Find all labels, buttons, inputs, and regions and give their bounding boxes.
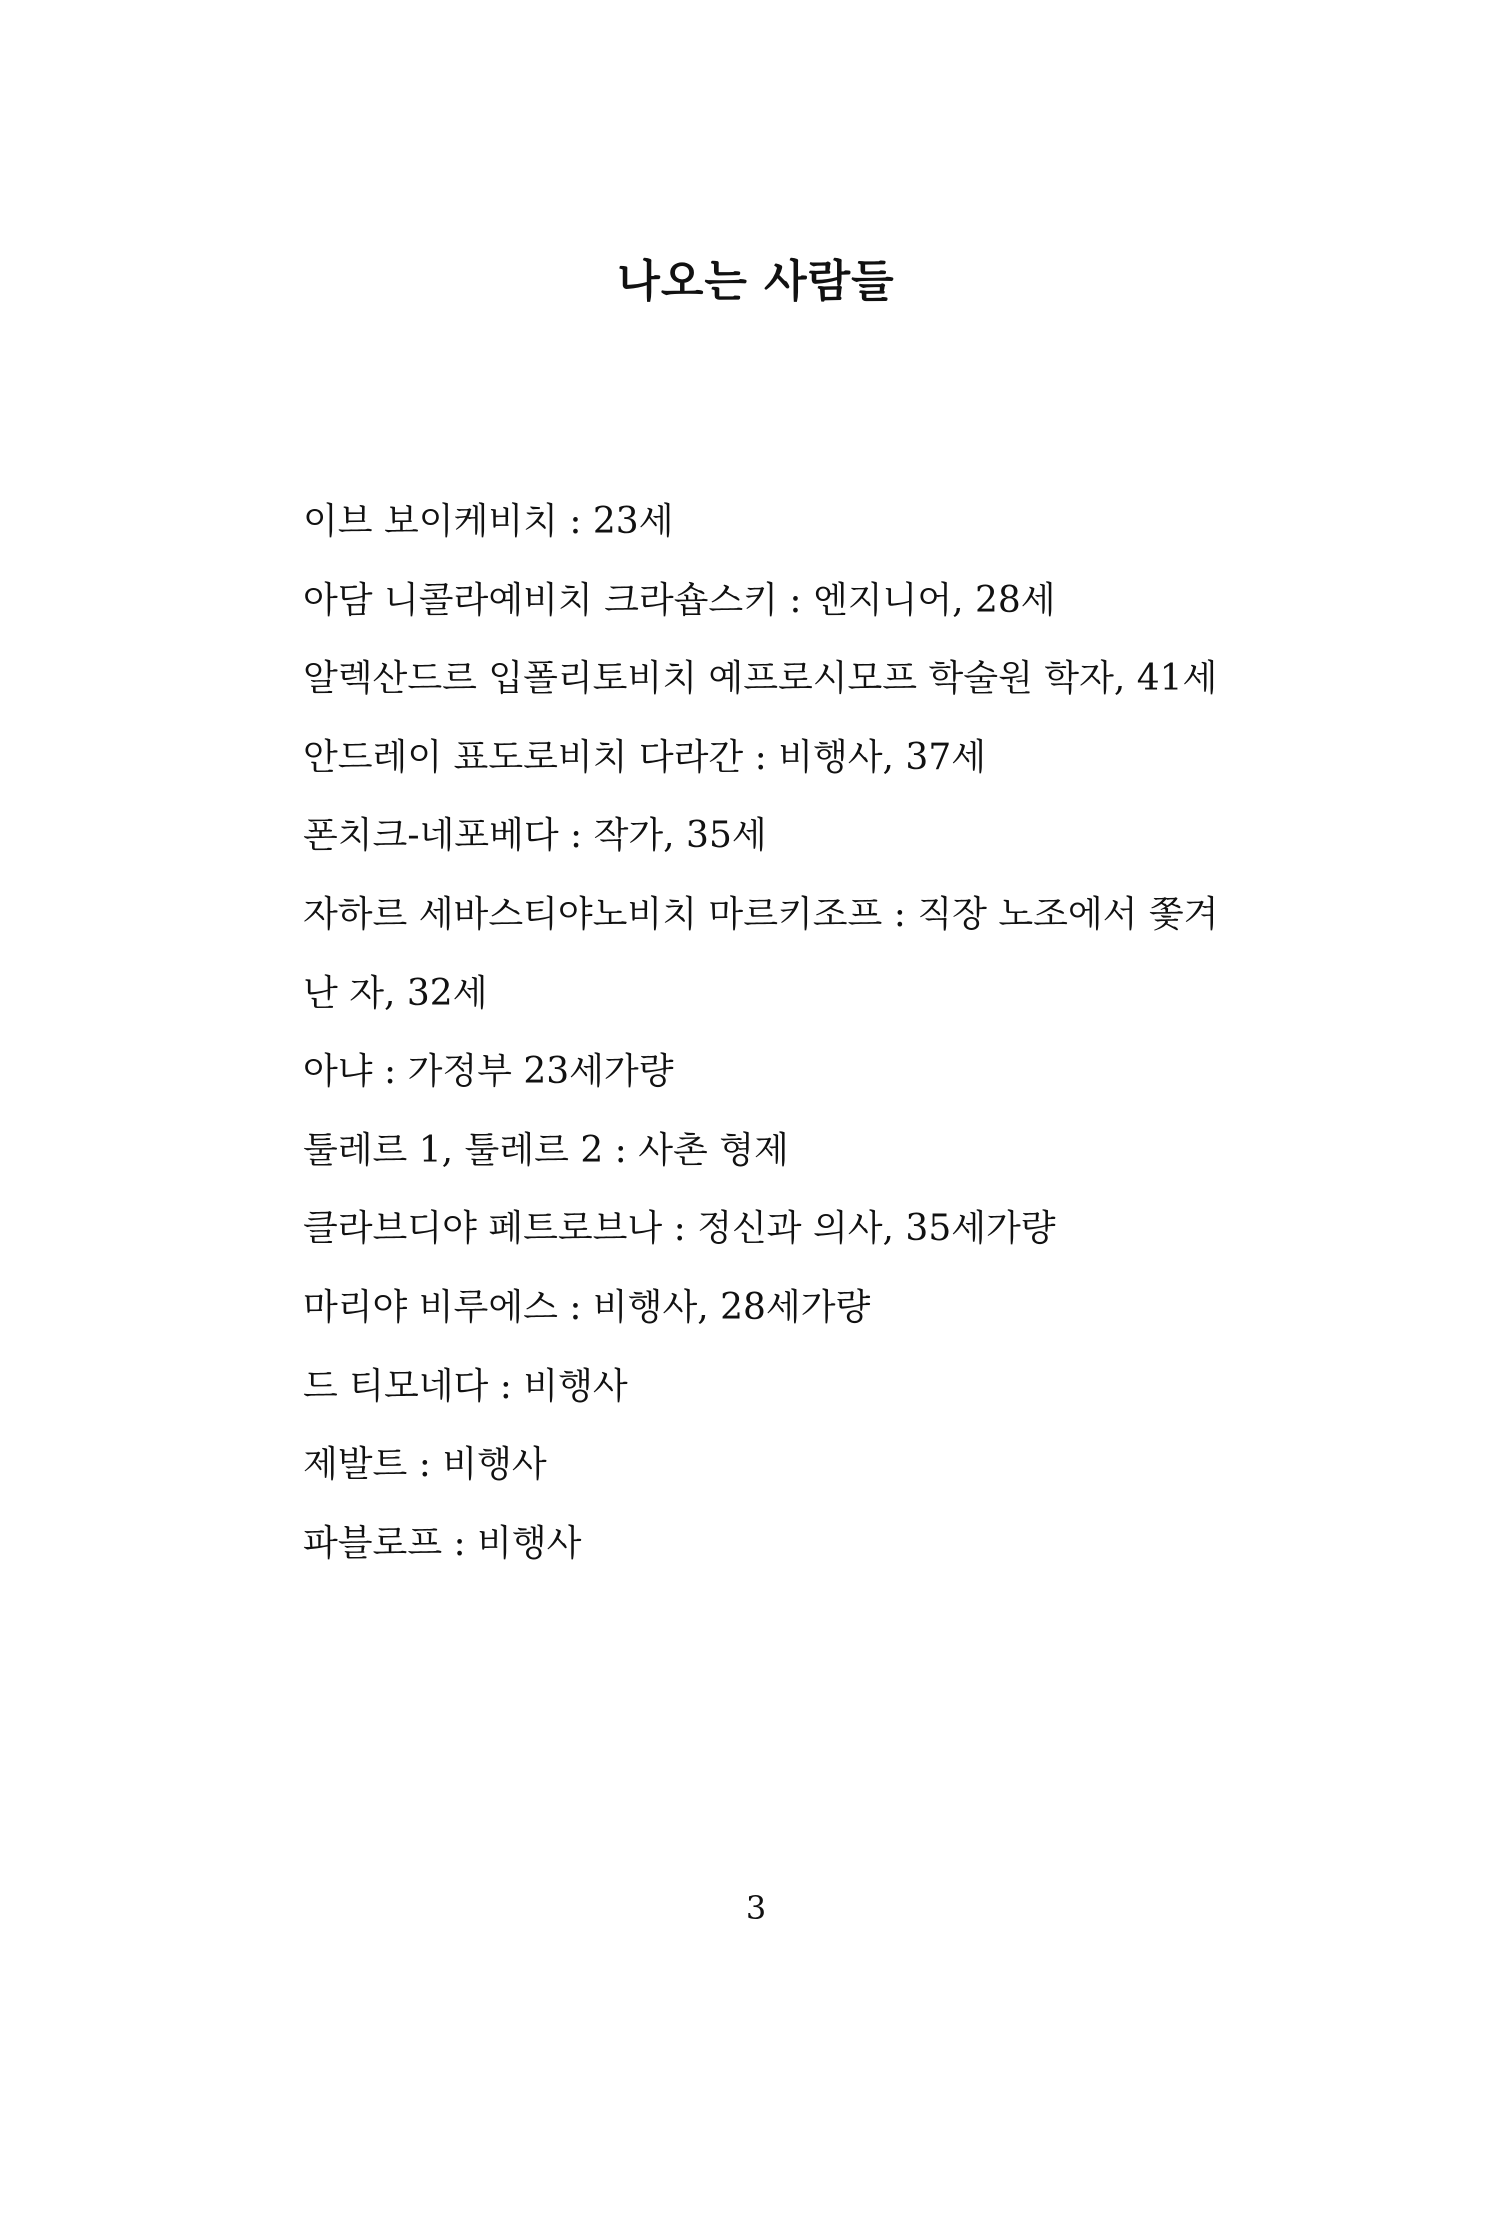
cast-entry-timoneda: 드 티모네다 : 비행사 — [303, 1365, 628, 1407]
cast-entry-tullers: 툴레르 1, 툴레르 2 : 사촌 형제 — [303, 1129, 789, 1171]
cast-entry-daragan: 안드레이 표도로비치 다라간 : 비행사, 37세 — [303, 736, 987, 778]
cast-entry-markizov: 자하르 세바스티야노비치 마르키조프 : 직장 노조에서 쫓겨난 자, 32세 — [303, 893, 1219, 1014]
cast-entry-ponchik: 폰치크-네포베다 : 작가, 35세 — [303, 815, 767, 857]
page-number: 3 — [745, 1889, 767, 1927]
cast-entry-adam: 아담 니콜라예비치 크라숍스키 : 엔지니어, 28세 — [303, 579, 1056, 621]
cast-list — [303, 483, 1243, 1583]
cast-entry-klavdiya: 클라브디야 페트로브나 : 정신과 의사, 35세가량 — [303, 1208, 1056, 1250]
cast-entry-maria: 마리야 비루에스 : 비행사, 28세가량 — [303, 1286, 871, 1328]
cast-entry-pavlov: 파블로프 : 비행사 — [303, 1522, 582, 1564]
cast-entry-efrosimov: 알렉산드르 입폴리토비치 예프로시모프 학술원 학자, 41세 — [303, 658, 1218, 700]
cast-entry-anya: 아냐 : 가정부 23세가량 — [303, 1051, 674, 1093]
cast-entry-sebald: 제발트 : 비행사 — [303, 1444, 547, 1486]
cast-entry-eve: 이브 보이케비치 : 23세 — [303, 501, 674, 542]
page-title: 나오는 사람들 — [617, 256, 895, 307]
